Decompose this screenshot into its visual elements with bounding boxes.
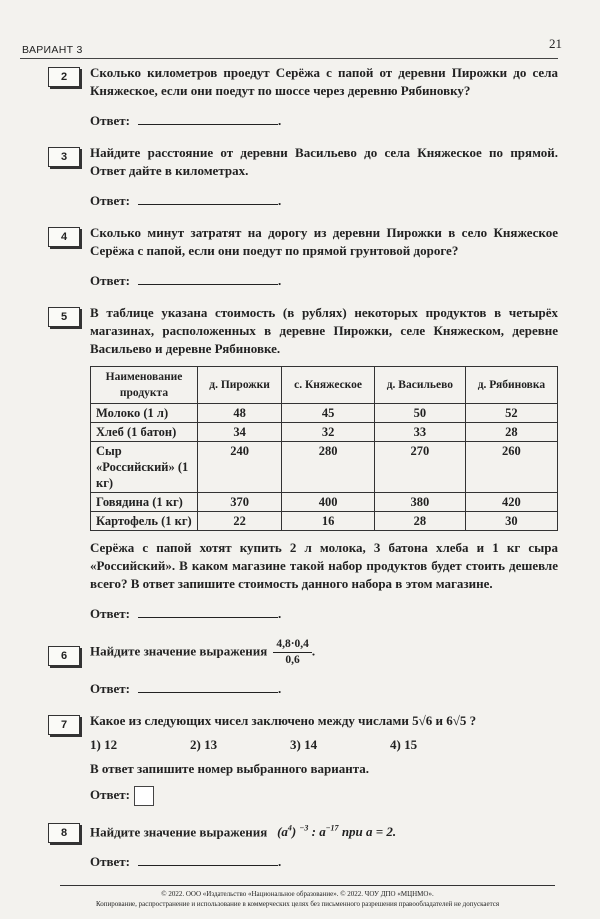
task-5-text: В таблице указана стоимость (в рублях) некоторых продуктов в четырёх магазинах, расположенных в деревне Пирожки, селе Княжеском, деревне Васильево и деревне Рябиновке. xyxy=(90,305,558,356)
product-name: Хлеб (1 батон) xyxy=(91,423,198,442)
fraction xyxy=(273,637,312,668)
table-header: Наименование продукта xyxy=(91,367,198,404)
price: 52 xyxy=(465,404,557,423)
task-3-text: Найдите расстояние от деревни Васильево до села Княжеское по прямой. Ответ дайте в километрах. xyxy=(90,145,558,178)
task-7-options xyxy=(90,736,558,754)
expression: $(a^4)$ $^{-3}$ : $a^{-17}$ при a = 2. xyxy=(277,824,397,840)
price: 420 xyxy=(465,493,557,512)
price: 22 xyxy=(198,512,282,531)
price: 240 xyxy=(198,442,282,493)
answer-label: Ответ: xyxy=(90,193,131,208)
task-2-answer[interactable]: Ответ: . xyxy=(90,113,282,128)
price: 28 xyxy=(374,512,465,531)
task-number-8: 8 xyxy=(48,823,80,843)
task-number-4: 4 xyxy=(48,227,80,247)
price: 400 xyxy=(282,493,375,512)
answer-label: Ответ: xyxy=(90,606,131,621)
task-number-5: 5 xyxy=(48,307,80,327)
task-7-answer[interactable] xyxy=(90,786,558,806)
footer-copyright: © 2022. ООО «Издательство «Национальное образование». © 2022. ЧОУ ДПО «МЦНМО». xyxy=(161,890,434,899)
price: 48 xyxy=(198,404,282,423)
task-2 xyxy=(48,64,558,130)
task-6-label: Найдите значение выражения xyxy=(90,643,268,659)
variant-header: ВАРИАНТ 3 xyxy=(22,44,83,56)
task-2-text: Сколько километров проедут Серёжа с папой от деревни Пирожки до села Княжеское, если они поедут по шоссе через деревню Рябиновку? xyxy=(90,65,558,98)
price: 270 xyxy=(374,442,465,493)
option: 3) 14 xyxy=(290,737,318,752)
page-number: 21 xyxy=(549,36,562,51)
product-name: Молоко (1 л) xyxy=(91,404,198,423)
task-5 xyxy=(48,304,558,623)
footer xyxy=(60,885,555,919)
answer-label: Ответ: xyxy=(90,273,131,288)
task-7-instruction: В ответ запишите номер выбранного варианта. xyxy=(90,761,370,776)
table-row xyxy=(91,442,558,493)
table-row xyxy=(91,493,558,512)
option: 2) 13 xyxy=(190,737,218,752)
price: 260 xyxy=(465,442,557,493)
option: 4) 15 xyxy=(390,737,418,752)
table-row xyxy=(91,423,558,442)
price: 380 xyxy=(374,493,465,512)
tasks-list xyxy=(48,0,558,871)
answer-line[interactable] xyxy=(138,680,278,693)
option: 1) 12 xyxy=(90,737,118,752)
table-header: д. Пирожки xyxy=(198,367,282,404)
task-4-answer[interactable]: Ответ: . xyxy=(90,273,282,288)
task-8-label: Найдите значение выражения xyxy=(90,824,268,840)
task-6 xyxy=(48,637,558,698)
denominator: 0,6 xyxy=(285,654,300,666)
table-header-row xyxy=(91,367,558,404)
answer-line[interactable] xyxy=(138,192,278,205)
price: 370 xyxy=(198,493,282,512)
task-number-6: 6 xyxy=(48,646,80,666)
footer-notice: Копирование, распространение и использование в коммерческих целях без письменного разрешения правообладателей не допускается xyxy=(95,900,500,909)
table-header: д. Рябиновка xyxy=(465,367,557,404)
task-8-answer[interactable]: Ответ: . xyxy=(90,854,282,870)
price: 50 xyxy=(374,404,465,423)
task-6-text: Найдите значение выражения $\frac{4,8\cdot 0,4}{0,6}$ . xyxy=(90,638,316,666)
answer-line[interactable] xyxy=(138,272,278,285)
table-row xyxy=(91,404,558,423)
task-number-7: 7 xyxy=(48,715,80,735)
task-4 xyxy=(48,224,558,290)
price: 45 xyxy=(282,404,375,423)
price: 30 xyxy=(465,512,557,531)
answer-label: Ответ: xyxy=(90,787,131,802)
answer-line[interactable] xyxy=(138,605,278,618)
numerator: 4,8·0,4 xyxy=(273,637,312,653)
task-4-text: Сколько минут затратят на дорогу из деревни Пирожки в село Княжеское Серёжа с папой, если они поедут по прямой грунтовой дороге? xyxy=(90,225,558,258)
task-8-text xyxy=(90,820,558,841)
product-name: Говядина (1 кг) xyxy=(91,493,198,512)
task-number-2: 2 xyxy=(48,67,80,87)
answer-box[interactable] xyxy=(134,786,154,806)
price: 16 xyxy=(282,512,375,531)
price: 280 xyxy=(282,442,375,493)
task-number-3: 3 xyxy=(48,147,80,167)
answer-label: Ответ: xyxy=(90,113,131,128)
product-name: Сыр «Российский» (1 кг) xyxy=(91,442,198,493)
task-5-answer[interactable]: Ответ: . xyxy=(90,606,282,621)
answer-label: Ответ: xyxy=(90,681,131,696)
task-7 xyxy=(48,712,558,806)
answer-line[interactable] xyxy=(138,853,278,866)
price: 28 xyxy=(465,423,557,442)
product-name: Картофель (1 кг) xyxy=(91,512,198,531)
price: 34 xyxy=(198,423,282,442)
table-header: д. Васильево xyxy=(374,367,465,404)
table-header: с. Княжеское xyxy=(282,367,375,404)
task-3 xyxy=(48,144,558,210)
table-row xyxy=(91,512,558,531)
answer-line[interactable] xyxy=(138,112,278,125)
task-3-answer[interactable]: Ответ: . xyxy=(90,193,282,208)
price: 32 xyxy=(282,423,375,442)
price: 33 xyxy=(374,423,465,442)
task-8 xyxy=(48,820,558,871)
task-7-text: Какое из следующих чисел заключено между числами 5√6 и 6√5 ? xyxy=(90,713,477,728)
answer-label: Ответ: xyxy=(90,854,131,870)
price-table xyxy=(90,366,558,531)
task-5-question: Серёжа с папой хотят купить 2 л молока, 3 батона хлеба и 1 кг сыра «Российский». В каком магазине такой набор продуктов будет стоить дешевле всего? В ответ запишите стоимость данного набора в этом магазине. xyxy=(90,540,558,591)
task-6-answer[interactable]: Ответ: . xyxy=(90,681,282,696)
